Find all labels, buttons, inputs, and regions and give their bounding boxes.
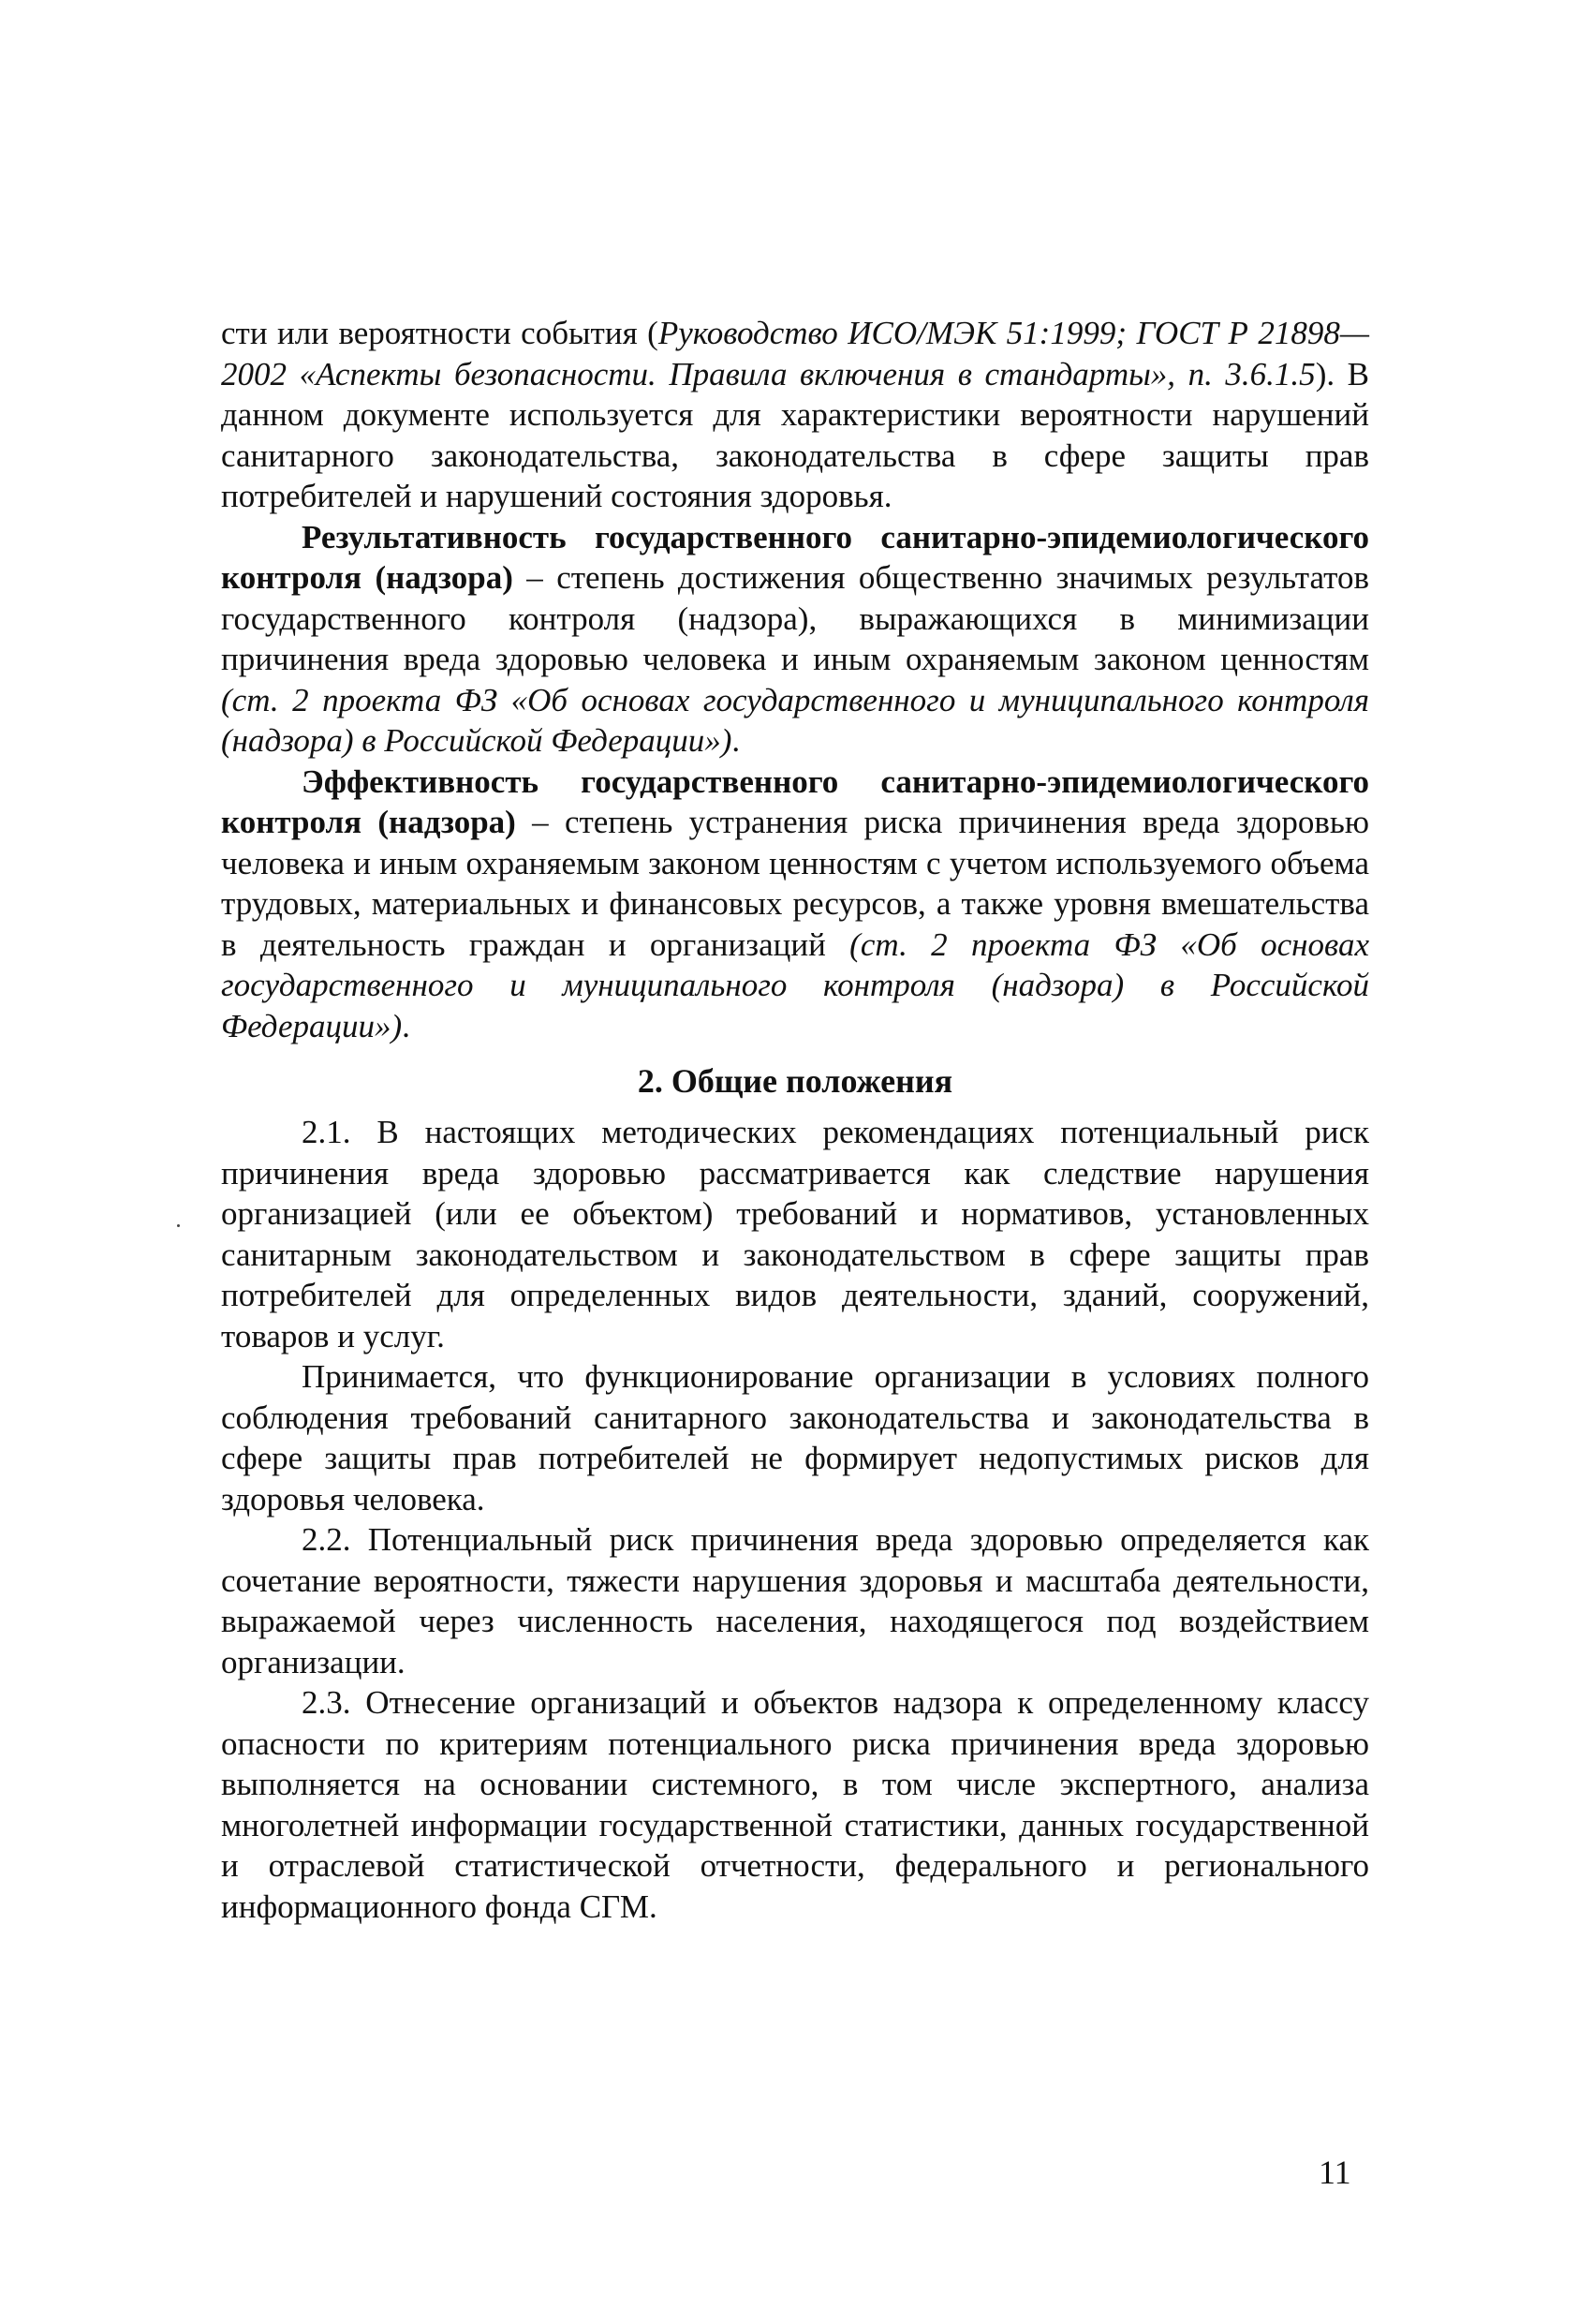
definition-effect-reference: (ст. 2 проекта ФЗ «Об основах государственного и муниципального контроля (надзора) в Российской Федерации») — [221, 925, 1369, 1044]
paragraph-2-3: 2.3. Отнесение организаций и объектов надзора к определенному классу опасности по критериям потенциального риска причинения вреда здоровью выполняется на основании системного, в том числе экспертного, анализа многолетней информации государственной статистики, данных государственной и отраслевой статистической отчетности, федерального и регионального информационного фонда СГМ. — [221, 1684, 1369, 1925]
definition-result-reference: (ст. 2 проекта ФЗ «Об основах государственного и муниципального контроля (надзора) в Российской Федерации») — [221, 681, 1369, 759]
continuation-reference: Руководство ИСО/МЭК 51:1999; ГОСТ Р 21898—2002 «Аспекты безопасности. Правила включения в стандарты», п. 3.6.1.5 — [221, 315, 1369, 392]
definition-effect-text: – степень устранения риска причинения вреда здоровью человека и иным охраняемым законом ценностям с учетом используемого объема трудовых, материальных и финансовых ресурсов, а также уровня вмешательства в деятельность граждан и организаций — [221, 804, 1369, 963]
paragraph-2-1-note: Принимается, что функционирование организации в условиях полного соблюдения требований санитарного законодательства и законодательства в сфере защиты прав потребителей не формирует недопустимых рисков для здоровья человека. — [221, 1358, 1369, 1517]
definition-effect-paragraph — [221, 762, 1369, 1047]
definition-result-end: . — [731, 722, 741, 759]
section-heading: 2. Общие положения — [637, 1062, 953, 1100]
page-number: 11 — [1319, 2154, 1351, 2191]
scan-speck — [177, 1224, 180, 1227]
definition-result-term: Результативность государственного санитарно-эпидемиологического контроля (надзора) — [221, 518, 1369, 596]
definition-result-text: – степень достижения общественно значимых результатов государственного контроля (надзора), выражающихся в минимизации причинения вреда здоровью человека и иным охраняемым законом ценностям — [221, 559, 1369, 677]
continuation-text-start: сти или вероятности события ( — [221, 315, 658, 351]
body-text — [221, 313, 1369, 1927]
definition-result-paragraph — [221, 517, 1369, 762]
continuation-paragraph — [221, 313, 1369, 517]
definition-effect-term: Эффективность государственного санитарно-эпидемиологического контроля (надзора) — [221, 762, 1369, 840]
paragraph-2-1: 2.1. В настоящих методических рекомендациях потенциальный риск причинения вреда здоровью рассматривается как следствие нарушения организацией (или ее объектом) требований и нормативов, установленных санитарным законодательством и законодательством в сфере защиты прав потребителей для определенных видов деятельности, зданий, сооружений, товаров и услуг. — [221, 1114, 1369, 1354]
paragraph-2-2: 2.2. Потенциальный риск причинения вреда здоровью определяется как сочетание вероятности, тяжести нарушения здоровья и масштаба деятельности, выражаемой через численность населения, находящегося под воздействием организации. — [221, 1521, 1369, 1680]
definition-effect-end: . — [402, 1007, 410, 1044]
continuation-text-end: ). В данном документе используется для характеристики вероятности нарушений санитарного законодательства, законодательства в сфере защиты прав потребителей и нарушений состояния здоровья. — [221, 355, 1370, 514]
